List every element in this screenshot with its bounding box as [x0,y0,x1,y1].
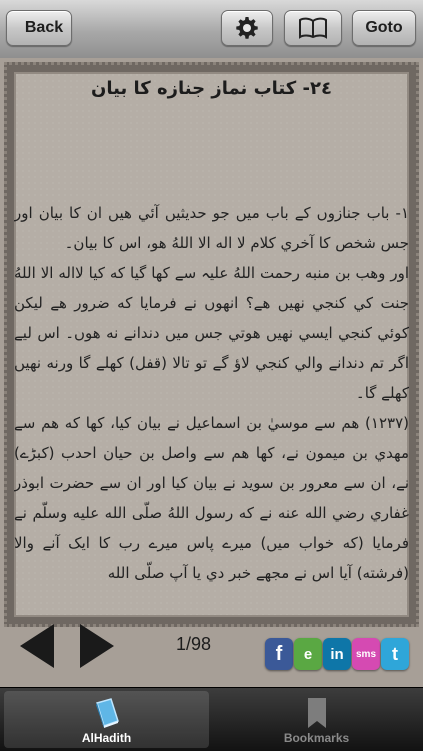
tab-bar [0,687,423,751]
back-button-label: Back [24,19,64,36]
right-arrow-icon[interactable] [80,624,114,668]
tab-bookmarks[interactable] [214,691,419,748]
tab-bookmarks-label: Bookmarks [283,731,350,745]
goto-button[interactable] [352,10,416,46]
text-paragraph: (١٢٣٧) هم سے موسيٰ بن اسماعيل نے بيان كيا، كها كه هم سے مهدي بن ميمون نے، كها هم سے واصل بن حيان احدب (كبڑے) نے، ان سے معرور بن سويد نے بيان كيا اور ان سے حضرت ابوذر غفاري رضي الله عنه نے كه رسول اللهُ صلّى الله عليه وسلّم نے فرمايا (كه خواب ميں) ميرے پاس ميرے رب كا ايک آنے والا (فرشته) آيا اس نے مجھے خبر دي يا آپ صلّى الله [14,414,409,582]
settings-button[interactable] [221,10,273,46]
page-indicator: 1/98 [176,634,212,654]
chapter-title: ٢٤- كتاب نماز جنازه كا بيان [91,78,332,99]
hadith-text[interactable] [14,198,409,618]
top-toolbar [0,0,423,59]
sms-share-icon[interactable] [352,638,380,670]
back-button[interactable] [6,10,72,46]
evernote-label: e [303,645,313,663]
evernote-share-icon[interactable] [294,638,322,670]
gear-icon [235,16,259,40]
open-book-icon [298,17,328,39]
facebook-label: f [275,642,283,665]
linkedin-share-icon[interactable] [323,638,351,670]
text-paragraph: اور وهب بن منبه رحمت اللهُ عليہ سے كها گيا كه كيا لااله الا اللهُ جنت كي كنجي نهيں هے؟ انهوں نے فرمايا كه ضرور هے ليكن كوئي كنجي ايسي نهيں هوتي جس ميں دندانے نه هوں۔ اس ليے اگر تم دندانے والي كنجي لاؤ گے تو تالا (قفل) كهلے گا ورنه نهيں كهلے گا۔ [14,264,409,402]
content-page [0,58,423,687]
goto-button-label: Goto [365,19,403,36]
tab-alhadith[interactable] [4,691,209,748]
linkedin-label: in [330,645,344,663]
bookmark-icon [307,697,327,729]
book-icon [91,697,123,729]
facebook-share-icon[interactable] [265,638,293,670]
tab-alhadith-label: AlHadith [81,731,132,745]
text-paragraph: ١- باب جنازوں كے باب ميں جو حديثيں آئي هيں ان كا بيان اور جس شخص كا آخري كلام لا اله الا اللهُ هو، اس كا بيان۔ [14,204,409,252]
sms-label: sms [355,648,376,660]
left-arrow-icon[interactable] [20,624,54,668]
book-button[interactable] [284,10,342,46]
twitter-share-icon[interactable] [381,638,409,670]
twitter-label: t [392,643,398,664]
